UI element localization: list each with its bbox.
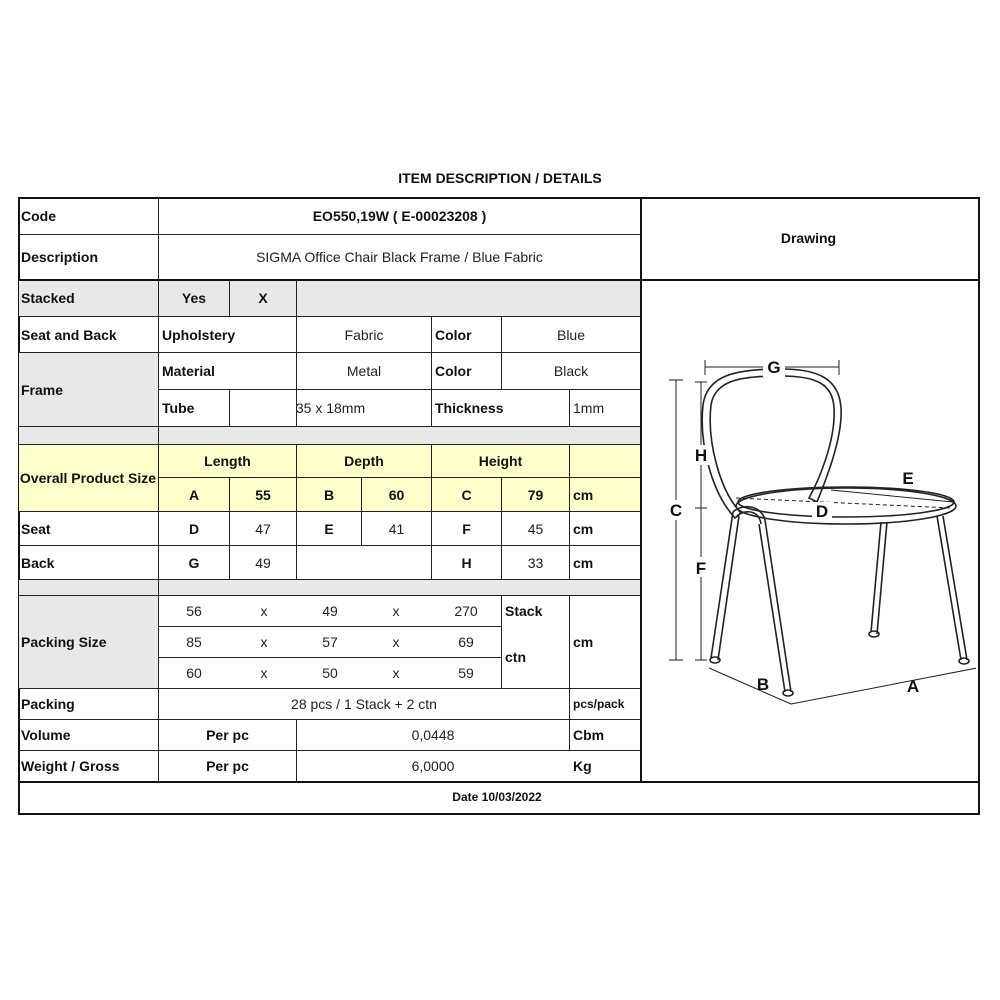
pack-row2-hgt: 69 bbox=[458, 634, 474, 650]
volume-value: 0,0448 bbox=[411, 727, 455, 743]
volume-per: Per pc bbox=[206, 727, 249, 743]
weight-unit: Kg bbox=[573, 758, 592, 774]
pack-row2-dep: 57 bbox=[322, 634, 338, 650]
length-header: Length bbox=[204, 453, 251, 469]
dim-c-value: 79 bbox=[527, 486, 544, 503]
weight-label: Weight / Gross bbox=[21, 758, 120, 774]
label-f: F bbox=[695, 559, 707, 578]
dim-a-value: 55 bbox=[255, 486, 271, 503]
dim-a-label: A bbox=[188, 486, 200, 503]
thickness-value: 1mm bbox=[573, 400, 605, 416]
stacked-mark: X bbox=[258, 290, 268, 306]
spacer-row-2 bbox=[19, 579, 640, 595]
dim-b-label: B bbox=[323, 486, 335, 503]
pack-row3-hgt: 59 bbox=[458, 665, 474, 681]
code-label: Code bbox=[21, 207, 56, 224]
pack-row3-x1: x bbox=[260, 665, 268, 681]
spec-sheet bbox=[18, 197, 980, 815]
label-b: B bbox=[756, 675, 770, 694]
upholstery-value: Fabric bbox=[344, 326, 384, 343]
seat-label: Seat bbox=[21, 520, 51, 537]
pack-row3-len: 60 bbox=[186, 665, 202, 681]
weight-value: 6,0000 bbox=[411, 758, 455, 774]
frame-label: Frame bbox=[21, 381, 64, 398]
label-d: D bbox=[815, 502, 829, 521]
document-title: ITEM DESCRIPTION / DETAILS bbox=[398, 170, 602, 186]
depth-header: Depth bbox=[344, 453, 384, 469]
dim-h-value: 33 bbox=[527, 554, 544, 571]
tube-label: Tube bbox=[162, 400, 195, 416]
pack-row1-x1: x bbox=[260, 603, 268, 619]
weight-per: Per pc bbox=[206, 758, 249, 774]
label-h: H bbox=[694, 446, 708, 465]
pack-row3-x2: x bbox=[392, 665, 400, 681]
frame-color-label: Color bbox=[435, 363, 472, 379]
material-value: Metal bbox=[346, 363, 382, 379]
label-c: C bbox=[669, 501, 683, 520]
back-unit: cm bbox=[573, 554, 594, 571]
spacer-row-1 bbox=[19, 426, 640, 444]
stacked-yes-label: Yes bbox=[181, 290, 207, 306]
pack-row2-len: 85 bbox=[186, 634, 202, 650]
label-e: E bbox=[902, 469, 914, 488]
seat-unit: cm bbox=[573, 520, 594, 537]
pack-row3-dep: 50 bbox=[322, 665, 338, 681]
tube-value: 35 x 18mm bbox=[295, 400, 366, 416]
seat-back-color-value: Blue bbox=[556, 326, 586, 343]
date-footer: Date 10/03/2022 bbox=[452, 790, 542, 804]
pack-row1-x2: x bbox=[392, 603, 400, 619]
dim-g-value: 49 bbox=[255, 554, 271, 571]
pack-stack-label: Stack bbox=[505, 603, 543, 619]
seat-back-label: Seat and Back bbox=[21, 326, 117, 343]
dim-d-value: 47 bbox=[255, 520, 271, 537]
pack-row1-len: 56 bbox=[186, 603, 202, 619]
pack-ctn-label: ctn bbox=[505, 649, 526, 665]
back-label: Back bbox=[21, 554, 55, 571]
dimension-lines bbox=[669, 360, 976, 704]
chair-drawing bbox=[641, 280, 976, 781]
label-a: A bbox=[906, 677, 920, 696]
volume-label: Volume bbox=[21, 727, 71, 743]
pack-row2-x2: x bbox=[392, 634, 400, 650]
dim-g-label: G bbox=[188, 554, 200, 571]
overall-size-label: Overall Product Size bbox=[19, 470, 157, 486]
dim-e-value: 41 bbox=[388, 520, 405, 537]
packing-size-label: Packing Size bbox=[21, 634, 107, 650]
packing-label: Packing bbox=[21, 696, 75, 712]
dim-d-label: D bbox=[188, 520, 200, 537]
description-value: SIGMA Office Chair Black Frame / Blue Fabric bbox=[256, 249, 543, 265]
dim-f-value: 45 bbox=[527, 520, 544, 537]
volume-unit: Cbm bbox=[573, 727, 605, 743]
pack-row1-hgt: 270 bbox=[454, 603, 478, 619]
dim-c-label: C bbox=[461, 486, 472, 503]
pack-size-unit: cm bbox=[573, 634, 594, 650]
material-label: Material bbox=[162, 363, 215, 379]
dim-b-value: 60 bbox=[388, 486, 405, 503]
description-label: Description bbox=[21, 249, 99, 265]
dim-f-label: F bbox=[462, 520, 471, 537]
dim-h-label: H bbox=[461, 554, 472, 571]
dim-e-label: E bbox=[324, 520, 334, 537]
thickness-label: Thickness bbox=[435, 400, 504, 416]
label-g: G bbox=[767, 358, 781, 377]
pack-row2-x1: x bbox=[260, 634, 268, 650]
upholstery-label: Upholstery bbox=[162, 326, 236, 343]
frame-color-value: Black bbox=[553, 363, 589, 379]
chair-outline bbox=[702, 369, 969, 696]
seat-back-color-label: Color bbox=[435, 326, 472, 343]
drawing-label: Drawing bbox=[780, 230, 837, 246]
packing-unit: pcs/pack bbox=[573, 697, 625, 711]
stacked-label: Stacked bbox=[21, 290, 75, 306]
pack-row1-dep: 49 bbox=[322, 603, 338, 619]
code-value: EO550,19W ( E-00023208 ) bbox=[312, 207, 487, 224]
overall-unit: cm bbox=[573, 486, 594, 503]
height-header: Height bbox=[478, 453, 523, 469]
packing-value: 28 pcs / 1 Stack + 2 ctn bbox=[291, 696, 437, 712]
